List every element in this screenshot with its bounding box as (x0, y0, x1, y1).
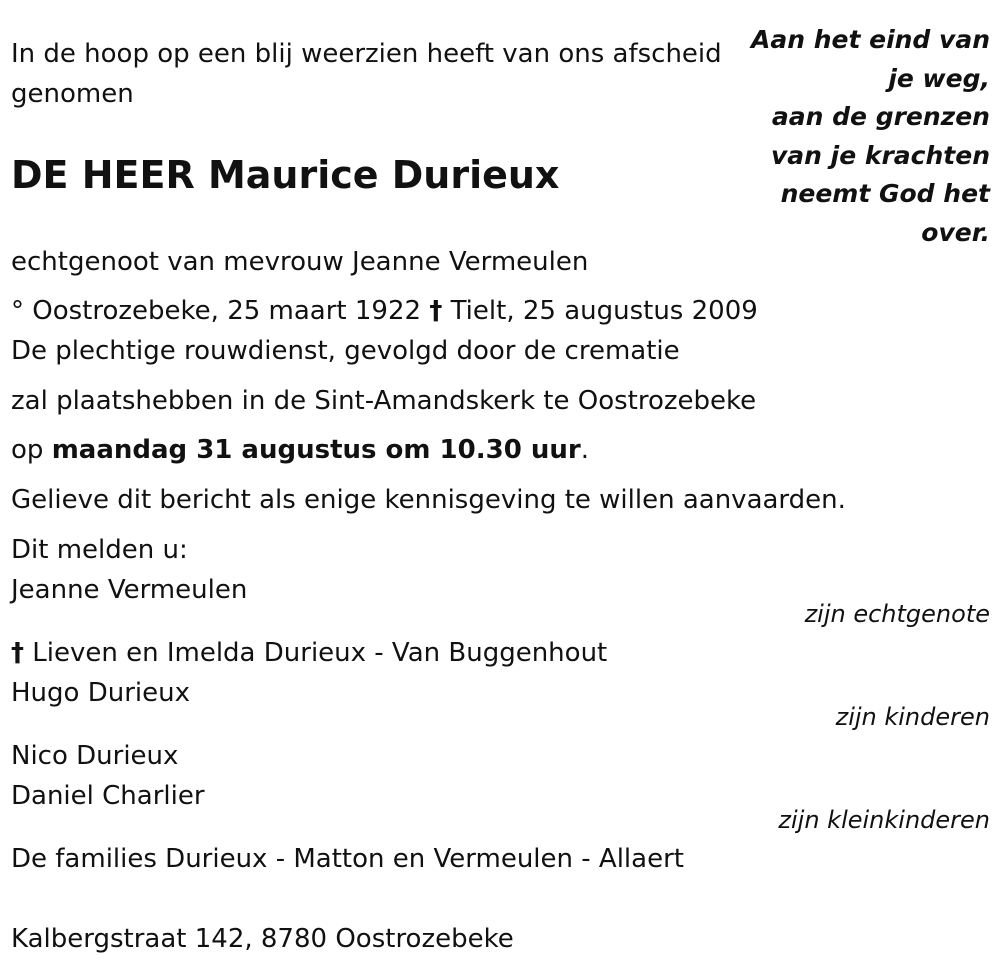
families-line: De families Durieux - Matton en Vermeulen - Allaert (11, 844, 684, 874)
cross-icon: † (429, 296, 443, 326)
family-member: Daniel Charlier (11, 781, 205, 811)
death-info: Tielt, 25 augustus 2009 (450, 296, 758, 326)
quote-line: Aan het eind van (750, 25, 990, 54)
intro-line-2: genomen (11, 79, 134, 109)
notice: Gelieve dit bericht als enige kennisgeving te willen aanvaarden. (11, 485, 846, 515)
service-prefix: op (11, 435, 44, 465)
family-member: Hugo Durieux (11, 678, 190, 708)
address: Kalbergstraat 142, 8780 Oostrozebeke (11, 924, 514, 954)
quote-line: over. (921, 217, 990, 247)
quote-line: aan de grenzen (771, 102, 990, 131)
family-member: Nico Durieux (11, 741, 179, 771)
service-line-3 (11, 434, 589, 468)
service-line-2: zal plaatshebben in de Sint-Amandskerk te Oostrozebeke (11, 386, 757, 416)
announcers-heading: Dit melden u: (11, 535, 188, 565)
family-member-name: Lieven en Imelda Durieux - Van Buggenhout (32, 638, 608, 668)
spouse-line: echtgenoot van mevrouw Jeanne Vermeulen (11, 247, 589, 277)
intro-line-1: In de hoop op een blij weerzien heeft van ons afscheid (11, 39, 722, 69)
service-line-1: De plechtige rouwdienst, gevolgd door de crematie (11, 336, 680, 366)
service-datetime: maandag 31 augustus om 10.30 uur (51, 435, 581, 465)
quote-line: neemt God het (780, 179, 990, 208)
family-member (11, 637, 607, 671)
quote-block (750, 21, 990, 252)
birth-info: Oostrozebeke, 25 maart 1922 (32, 296, 422, 326)
quote-line: je weg, (888, 63, 990, 93)
deceased-name: DE HEER Maurice Durieux (11, 153, 560, 197)
quote-line: van je krachten (770, 140, 990, 170)
role-label: zijn kleinkinderen (778, 806, 990, 834)
cross-icon: † (11, 638, 24, 668)
birth-symbol: ° (11, 296, 24, 326)
birth-death-line (11, 295, 758, 329)
service-suffix: . (580, 435, 589, 465)
role-label: zijn kinderen (835, 703, 990, 731)
family-member: Jeanne Vermeulen (11, 575, 248, 605)
role-label: zijn echtgenote (804, 600, 990, 628)
